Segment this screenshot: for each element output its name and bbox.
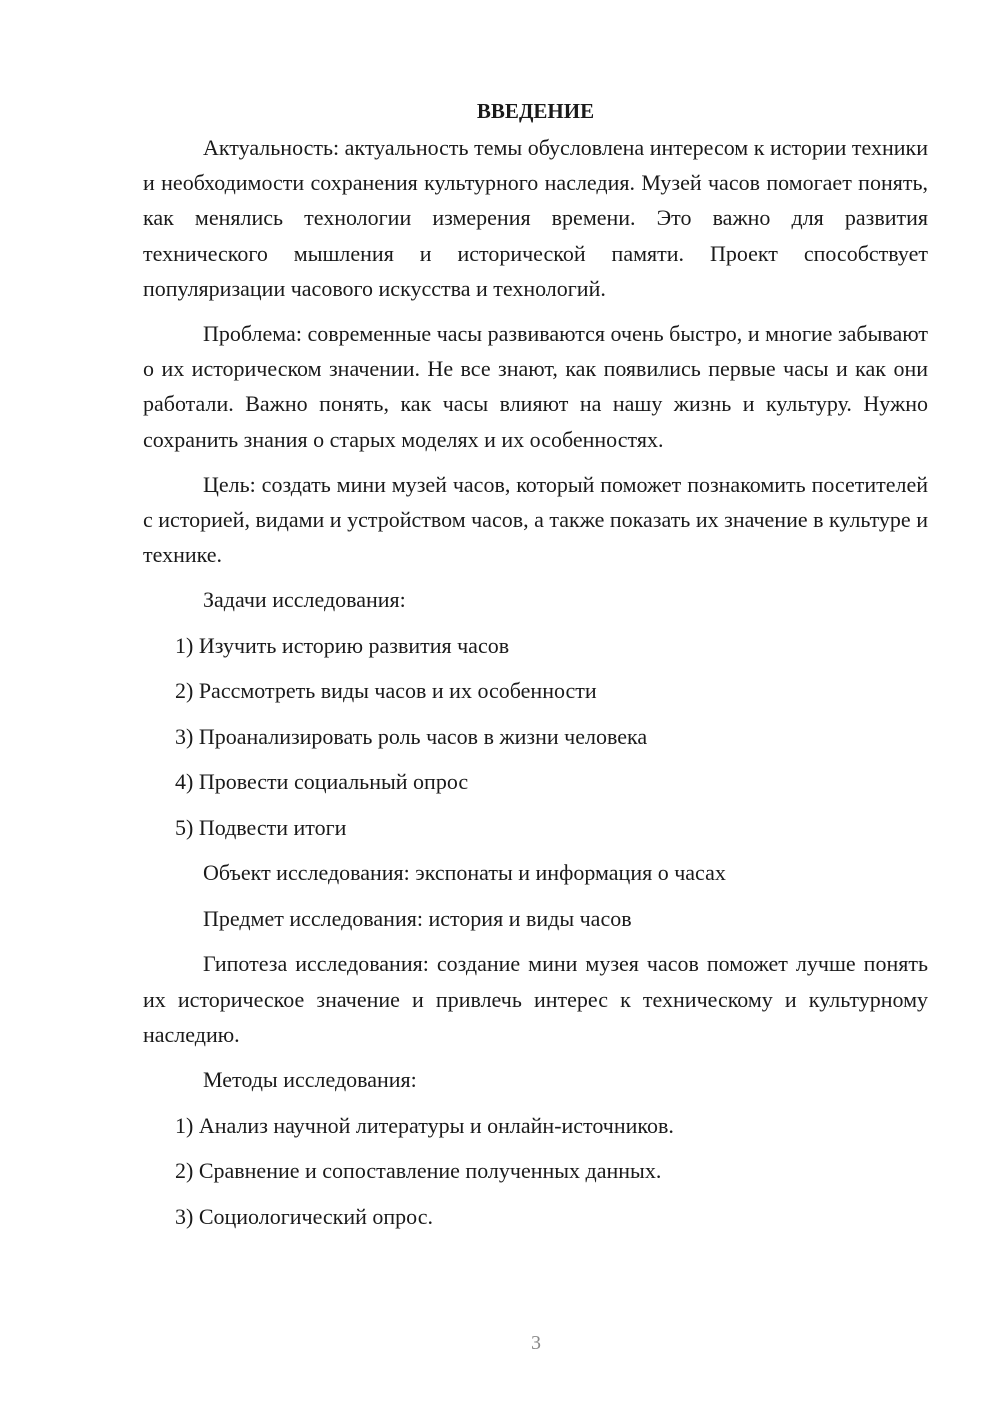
method-item-2: 2) Сравнение и сопоставление полученных данных.	[175, 1158, 662, 1184]
task-item-2: 2) Рассмотреть виды часов и их особенности	[175, 678, 597, 704]
task-item-5: 5) Подвести итоги	[175, 814, 347, 840]
task-item-1: 1) Изучить историю развития часов	[175, 632, 510, 658]
methods-heading: Методы исследования:	[203, 1067, 417, 1093]
method-item-1: 1) Анализ научной литературы и онлайн-источников.	[175, 1112, 674, 1138]
document-page	[143, 96, 928, 1244]
research-object: Объект исследования: экспонаты и информация о часах	[203, 860, 726, 886]
task-item-3: 3) Проанализировать роль часов в жизни человека	[175, 723, 648, 749]
page-number: 3	[531, 1332, 541, 1354]
paragraph-relevance: Актуальность: актуальность темы обусловлена интересом к истории техники и необходимости сохранения культурного наследия. Музей часов помогает понять, как менялись технологии измерения времени. Это важно для развития технического мышления и исторической памяти. Проект способствует популяризации часового искусства и технологий.	[143, 135, 928, 301]
tasks-heading: Задачи исследования:	[203, 587, 406, 613]
paragraph-hypothesis: Гипотеза исследования: создание мини музея часов поможет лучше понять их историческое значение и привлечь интерес к техническому и культурному наследию.	[143, 951, 928, 1047]
method-item-3: 3) Социологический опрос.	[175, 1203, 433, 1229]
paragraph-problem: Проблема: современные часы развиваются очень быстро, и многие забывают о их историческом значении. Не все знают, как появились первые часы и как они работали. Важно понять, как часы влияют на нашу жизнь и культуру. Нужно сохранить знания о старых моделях и их особенностях.	[143, 321, 928, 452]
research-subject: Предмет исследования: история и виды часов	[203, 905, 632, 931]
paragraph-goal: Цель: создать мини музей часов, который поможет познакомить посетителей с историей, видами и устройством часов, а также показать их значение в культуре и технике.	[143, 471, 928, 568]
task-item-4: 4) Провести социальный опрос	[175, 769, 469, 795]
section-title: ВВЕДЕНИЕ	[476, 99, 595, 123]
